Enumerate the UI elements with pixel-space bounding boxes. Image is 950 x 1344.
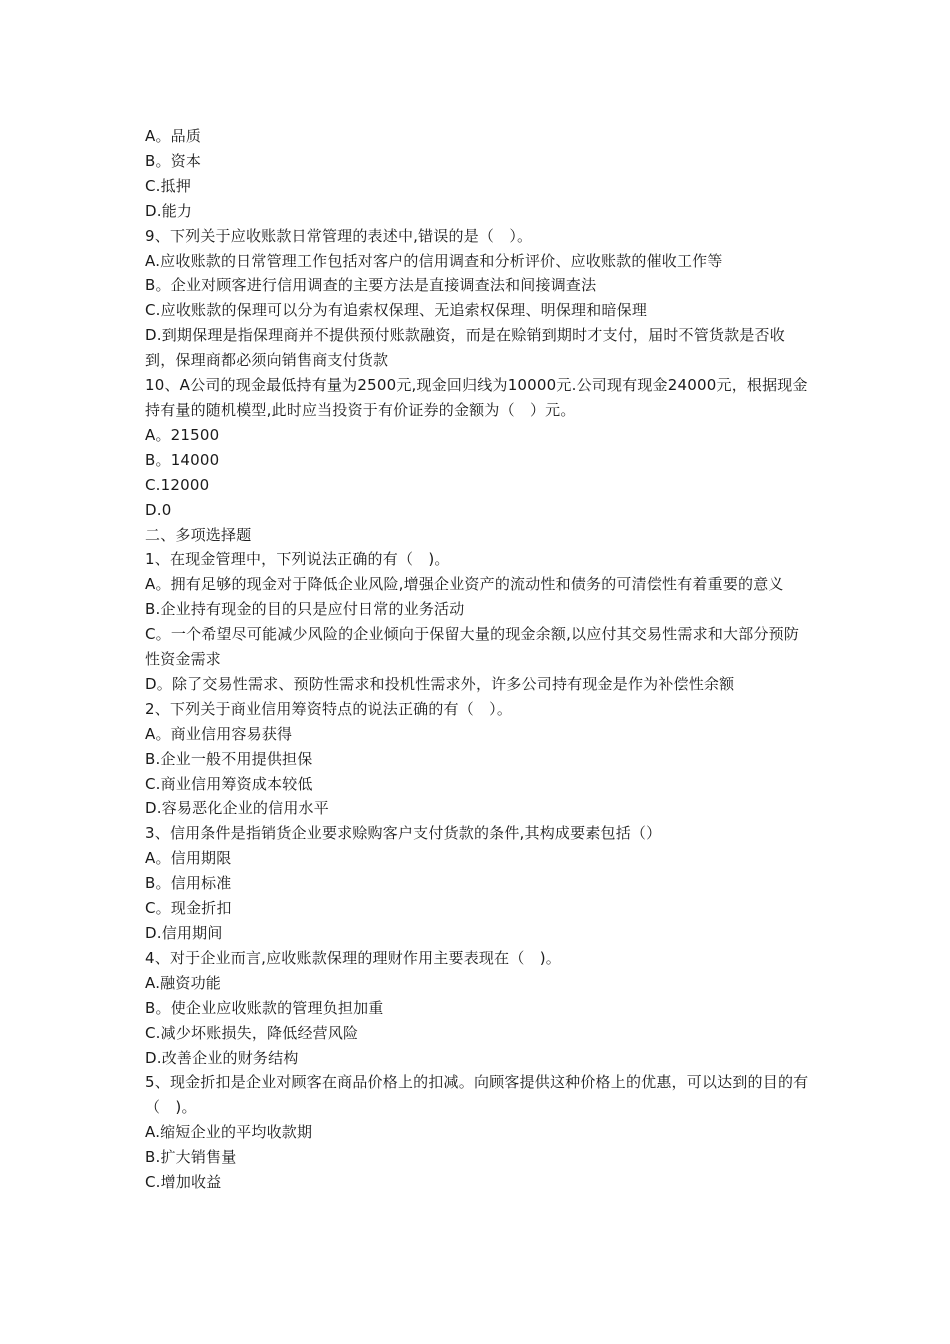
option-line: C.12000 <box>145 475 210 494</box>
option-line: B。14000 <box>145 450 220 469</box>
option-line: C.应收账款的保理可以分为有追索权保理、无追索权保理、明保理和暗保理 <box>145 301 648 320</box>
option-line: C。一个希望尽可能减少风险的企业倾向于保留大量的现金余额,以应付其交易性需求和大部分预防性资金需求 <box>145 625 800 669</box>
option-line: D.改善企业的财务结构 <box>145 1048 299 1067</box>
option-line: C.商业信用筹资成本较低 <box>145 774 313 793</box>
question-10: 10、A公司的现金最低持有量为2500元,现金回归线为10000元.公司现有现金24000元，根据现金持有量的随机模型,此时应当投资于有价证券的金额为（ ）元。 <box>145 376 808 419</box>
option-line: B。信用标准 <box>145 874 232 893</box>
option-line: B。使企业应收账款的管理负担加重 <box>145 998 384 1017</box>
question-4: 4、对于企业而言,应收账款保理的理财作用主要表现在（ )。 <box>145 948 561 967</box>
option-line: D.到期保理是指保理商并不提供预付账款融资，而是在赊销到期时才支付，届时不管货款是否收到，保理商都必须向销售商支付货款 <box>145 326 785 370</box>
option-line: A.融资功能 <box>145 973 221 992</box>
option-line: A。信用期限 <box>145 849 232 868</box>
option-line: B.企业一般不用提供担保 <box>145 749 313 768</box>
option-line: C。现金折扣 <box>145 899 232 918</box>
option-line: D.0 <box>145 500 172 519</box>
option-line: C.减少坏账损失，降低经营风险 <box>145 1023 359 1042</box>
question-9: 9、下列关于应收账款日常管理的表述中,错误的是（ ）。 <box>145 226 533 245</box>
option-line: A。品质 <box>145 127 202 145</box>
option-line: C.抵押 <box>145 176 192 195</box>
option-line: A。拥有足够的现金对于降低企业风险,增强企业资产的流动性和债务的可清偿性有着重要的意义 <box>145 575 784 594</box>
option-line: A。商业信用容易获得 <box>145 724 293 743</box>
question-2: 2、下列关于商业信用筹资特点的说法正确的有（ ）。 <box>145 699 513 718</box>
question-1: 1、在现金管理中，下列说法正确的有（ )。 <box>145 550 450 569</box>
option-line: B。资本 <box>145 151 202 170</box>
section-heading: 二、多项选择题 <box>145 525 252 544</box>
option-line: B。企业对顾客进行信用调查的主要方法是直接调查法和间接调查法 <box>145 276 597 295</box>
document-body <box>145 124 810 1195</box>
option-line: D。除了交易性需求、预防性需求和投机性需求外，许多公司持有现金是作为补偿性余额 <box>145 674 735 693</box>
option-line: D.容易恶化企业的信用水平 <box>145 799 329 818</box>
option-line: A。21500 <box>145 425 220 444</box>
question-3: 3、信用条件是指销货企业要求赊购客户支付货款的条件,其构成要素包括（） <box>145 824 662 843</box>
option-line: B.扩大销售量 <box>145 1148 237 1167</box>
option-line: A.缩短企业的平均收款期 <box>145 1123 313 1142</box>
option-line: C.增加收益 <box>145 1173 222 1192</box>
option-line: D.信用期间 <box>145 924 223 942</box>
option-line: A.应收账款的日常管理工作包括对客户的信用调查和分析评价、应收账款的催收工作等 <box>145 251 723 270</box>
option-line: B.企业持有现金的目的只是应付日常的业务活动 <box>145 600 465 619</box>
option-line: D.能力 <box>145 201 193 220</box>
question-5: 5、现金折扣是企业对顾客在商品价格上的扣减。向顾客提供这种价格上的优惠，可以达到的目的有（ )。 <box>145 1073 809 1117</box>
